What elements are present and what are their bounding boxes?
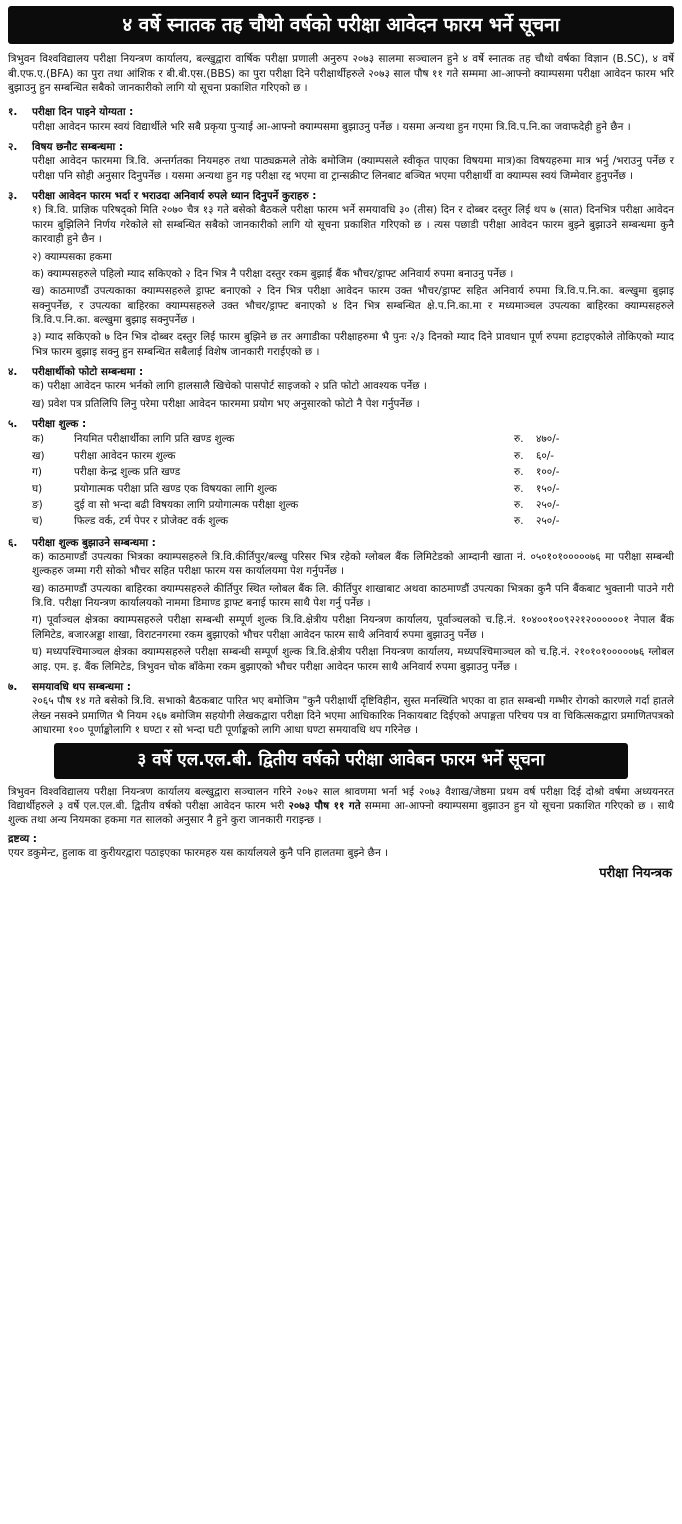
section-title: विषय छनौट सम्बन्धमा : — [32, 141, 123, 154]
section-form-filling-points — [8, 189, 674, 359]
section-title: परीक्षा दिन पाइने योग्यता : — [32, 106, 134, 119]
fee-row — [32, 497, 674, 513]
section-title: परीक्षा शुल्क बुझाउने सम्बन्धमा : — [32, 536, 156, 549]
fee-row — [32, 448, 674, 464]
section-photo — [8, 365, 674, 411]
fee-key: ग) — [32, 466, 42, 479]
section-paragraph: क) काठमाण्डौं उपत्यका भित्रका क्याम्पसहरुले त्रि.वि.कीर्तिपुर/बल्खु परिसर भित्र रहेको ग्लोबल बैंक लिमिटेडको आम्दानी खाता नं. ०५०१०१०००००७६ मा परीक्षा सम्बन्धी शुल्कहरु जम्मा गरी सोको भौचर सहित परीक्षा फारम यस कार्यालयमा पेश गर्नुपर्नेछ । — [32, 551, 674, 578]
section-paragraph: ३) म्याद सकिएको ७ दिन भित्र दोब्बर दस्तुर लिई फारम बुझिने छ तर अगाडीका परीक्षाहरुमा भै पुनः २/३ दिनको म्याद दिने प्रावधान पूर्ण रुपमा हटाइएकोले तोकिएको म्याद भित्र फारम बुझाइ सक्नु हुन सम्बन्धित सबैलाई विशेष जानकारी गराईएको छ । — [32, 331, 674, 358]
fee-amount: १००/- — [536, 466, 560, 479]
llb-intro-text-end: सम्ममा आ-आफ्नो क्याम्पसमा बुझाउन हुन यो सूचना प्रकाशित गरिएको छ । साथै शुल्क तथा अन्य नियमका हकमा गत सालको अनुसार नै हुने कुरा जानकारी गराइन्छ । — [8, 800, 674, 827]
section-title: परीक्षार्थीको फोटो सम्बन्धमा : — [32, 366, 144, 379]
fee-currency: रु. — [514, 498, 524, 511]
fee-key: च) — [32, 515, 43, 528]
fee-key: घ) — [32, 482, 43, 495]
section-paragraph: २) क्याम्पसका हकमा — [32, 250, 112, 263]
note-text: एयर डकुमेन्ट, हुलाक वा कुरीयरद्वारा पठाइएका फारमहरु यस कार्यालयले कुनै पनि हालतमा बुझ्ने छैन । — [8, 847, 388, 860]
fee-row — [32, 513, 674, 529]
fee-currency: रु. — [514, 482, 524, 495]
fee-row — [32, 431, 674, 447]
section-paragraph: परीक्षा आवेदन फारम स्वयं विद्यार्थीले भरि सबै प्रकृया पुऱ्याई आ-आफ्नो क्याम्पसमा बुझाउनु पर्नेछ । यसमा अन्यथा हुन गएमा त्रि.वि.प.नि.का जवाफदेही हुने छैन । — [32, 120, 631, 133]
fee-amount: १५०/- — [536, 482, 560, 495]
section-paragraph: ख) काठमाण्डौं उपत्यका बाहिरका क्याम्पसहरुले कीर्तिपुर स्थित ग्लोबल बैंक लि. कीर्तिपुर शाखाबाट अथवा काठमाण्डौं उपत्यका भित्रका कुनै पनि बैंकबाट भुक्तानी पाउने गरी त्रि.वि. परीक्षा नियन्त्रण कार्यालयको नाममा डिमाण्ड ड्राफ्ट बनाई फारम साथै पेश गर्नु पर्नेछ । — [32, 582, 674, 610]
section-number: १. — [8, 106, 18, 119]
section-title: परीक्षा शुल्क : — [32, 418, 87, 431]
fee-currency: रु. — [514, 466, 524, 479]
section-fee-payment — [8, 536, 674, 674]
section-paragraph: ख) काठमाण्डौं उपत्यकाका क्याम्पसहरुले ड्राफ्ट बनाएको २ दिन भित्र परीक्षा आवेदन फारम उक्त भौचर/ड्राफ्ट सहित अनिवार्य रुपमा त्रि.वि.प.नि.का. बल्खुमा बुझाइ सक्नुपर्नेछ, र उपत्यका बाहिरका क्याम्पसहरुले उक्त भौचर/ड्राफ्ट बनाएको ४ दिन भित्र सम्बन्धित क्षे.प.नि.का.मा र मध्यमाञ्चल उपत्यका बाहिरका क्याम्पसहरुले त्रि.वि.प.नि.का. बल्खुमा बुझाइ सक्नुपर्नेछ । — [32, 285, 674, 326]
llb-intro-text: त्रिभुवन विश्वविद्यालय परीक्षा नियन्त्रण कार्यालय बल्खुद्वारा सञ्चालन गरिने २०७२ साल श्रावणमा भर्ना भई २०७३ वैशाख/जेष्ठमा प्रथम वर्ष परीक्षा दिई दोश्रो वर्षमा अध्ययनरत विद्यार्थीहरुले ३ वर्षे एल.एल.बी. द्वितीय वर्षको परीक्षा आवेदन फारम भरी — [8, 785, 674, 813]
fee-amount: २५०/- — [536, 515, 560, 528]
fee-currency: रु. — [514, 449, 524, 462]
section-eligibility — [8, 105, 674, 134]
intro-paragraph: त्रिभुवन विश्वविद्यालय परीक्षा नियन्त्रण कार्यालय, बल्खुद्वारा वार्षिक परीक्षा प्रणाली अनुरुप २०७३ सालमा सञ्चालन हुने ४ वर्षे स्नातक तह चौथो वर्षका विज्ञान (B.SC), ४ वर्षे बी.एफ.ए.(BFA) का पुरा तथा आंशिक र बी.बी.एस.(BBS) का पुरा परीक्षा दिने परीक्षार्थीहरुले २०७३ साल पौष ११ गते सम्ममा आ-आफ्नो क्याम्पसमा परीक्षा आवेदन फारम भरि बुझाउनु हुन सम्बन्धित सबैको जानकारीको लागि यो सूचना प्रकाशित गरिएको छ । — [8, 53, 674, 94]
fee-row — [32, 481, 674, 497]
banner-top-title: ४ वर्षे स्नातक तह चौथो वर्षको परीक्षा आवेदन फारम भर्ने सूचना — [8, 6, 674, 44]
section-number: ६. — [8, 536, 18, 549]
llb-deadline: २०७३ पौष ११ गते — [288, 800, 361, 813]
fee-label: दुई वा सो भन्दा बढी विषयका लागि प्रयोगात्मक परीक्षा शुल्क — [74, 498, 299, 511]
section-paragraph: ख) प्रवेश पत्र प्रतिलिपि लिनु परेमा परीक्षा आवेदन फारममा प्रयोग भए अनुसारको फोटो नै पेश गर्नुपर्नेछ । — [32, 397, 420, 410]
section-number: ७. — [8, 680, 18, 693]
fee-label: नियमित परीक्षार्थीका लागि प्रति खण्ड शुल्क — [74, 433, 235, 446]
section-paragraph: परीक्षा आवेदन फारममा त्रि.वि. अन्तर्गतका नियमहरु तथा पाठ्यक्रमले तोके बमोजिम (क्याम्पसले स्वीकृत पाएका विषयमा मात्र)का विषयहरुमा मात्र भर्नु /भराउनु पर्नेछ र परीक्षा पनि सोही अनुसार दिनुपर्नेछ । यसमा अन्यथा हुन गइ परीक्षा रद्द भएमा वा ट्रान्सक्रीप्ट लिनबाट बञ्चित भएमा परीक्षार्थी वा क्याम्पस स्वयं जिम्मेवार हुनुपर्नेछ । — [32, 155, 674, 182]
llb-intro-paragraph — [8, 785, 674, 828]
section-number: ३. — [8, 190, 18, 203]
fee-currency: रु. — [514, 515, 524, 528]
section-paragraph: क) क्याम्पसहरुले पहिलो म्याद सकिएको २ दिन भित्र नै परीक्षा दस्तुर रकम बुझाई बैंक भौचर/ड्राफ्ट अनिवार्य रुपमा बनाउनु पर्नेछ । — [32, 267, 514, 280]
section-subject-selection — [8, 140, 674, 183]
fee-currency: रु. — [514, 433, 524, 446]
note-title: द्रष्टव्य : — [8, 832, 37, 845]
fee-amount: ४७०/- — [536, 433, 560, 446]
fee-label: प्रयोगात्मक परीक्षा प्रति खण्ड एक विषयका लागि शुल्क — [74, 482, 277, 495]
fee-key: ख) — [32, 449, 45, 462]
section-exam-fees — [8, 417, 674, 530]
fee-key: ङ) — [32, 498, 43, 511]
section-paragraph: १) त्रि.वि. प्राज्ञिक परिषद्को मिति २०७० चैत्र १३ गते बसेको बैठकले परीक्षा फारम भर्ने समयावधि ३० (तीस) दिन र दोब्बर दस्तुर लिई थप ७ (सात) दिनभित्र परीक्षा आवेदन फारम बुझिलिने निर्णय गरेकोले सो सम्बन्धित सबैको जानकारीको लागि यो सूचना प्रकाशित गरिएको छ । त्यस पछाडी परीक्षा आवेदन फारम बुझ्ने बुझाउने सम्बन्धमा कुनै कारवाही हुने छैन । — [32, 204, 674, 246]
fee-row — [32, 464, 674, 480]
fee-amount: ६०/- — [536, 449, 555, 462]
section-title: समयावधि थप सम्बन्धमा : — [32, 680, 131, 693]
banner-bottom-title: ३ वर्षे एल.एल.बी. द्वितीय वर्षको परीक्षा आवेबन फारम भर्ने सूचना — [54, 743, 628, 778]
section-number: ५. — [8, 418, 18, 431]
section-number: ४. — [8, 366, 18, 379]
fee-label: फिल्ड वर्क, टर्म पेपर र प्रोजेक्ट वर्क शुल्क — [74, 515, 229, 528]
section-paragraph: ग) पूर्वाञ्चल क्षेत्रका क्याम्पसहरुले परीक्षा सम्बन्धी सम्पूर्ण शुल्क त्रि.वि.क्षेत्रीय परीक्षा नियन्त्रण कार्यालय, पूर्वाञ्चलको च.हि.नं. १०४००१००९२२१२००००००१ नेपाल बैंक लिमिटेड, बजारअड्डा शाखा, विराटनगरमा रकम बुझाएको भौचर परीक्षा आवेदन फारम साथै अनिवार्य रुपमा बुझाउनु पर्नेछ । — [32, 614, 674, 641]
signature: परीक्षा नियन्त्रक — [599, 865, 672, 881]
section-paragraph: २०६५ पौष १४ गते बसेको त्रि.वि. सभाको बैठकबाट पारित भए बमोजिम "कुनै परीक्षार्थी दृष्टिविहीन, सुस्त मनस्थिति भएका वा हात सम्बन्धी गम्भीर रोगको कारणले गर्दा हातले लेख्न नसक्ने प्रमाणित भै नियम २६७ बमोजिम सहयोगी लेखकद्वारा परीक्षा दिने भएमा आधिकारिक निकायबाट दिईएको अपाङ्गता परिचय पत्र वा चिकित्सकद्वारा प्रमाणितपत्रको आधारमा १०० पूर्णाङ्कोलागि १ घण्टा र सो भन्दा घटी पूर्णाङ्कको लागि आधा घण्टा समयावधि थप गरिनेछ । — [32, 695, 674, 736]
section-title: परीक्षा आवेदन फारम भर्दा र भराउदा अनिवार्य रुपले ध्यान दिनुपर्ने कुराहरु : — [32, 190, 317, 203]
fee-amount: २५०/- — [536, 498, 560, 511]
fee-label: परीक्षा केन्द्र शुल्क प्रति खण्ड — [74, 466, 181, 479]
fee-label: परीक्षा आवेदन फारम शुल्क — [74, 449, 176, 462]
fee-key: क) — [32, 433, 45, 446]
section-paragraph: घ) मध्यपश्चिमाञ्चल क्षेत्रका क्याम्पसहरुले परीक्षा सम्बन्धी सम्पूर्ण शुल्क त्रि.वि.क्षेत्रीय परीक्षा नियन्त्रण कार्यालय, मध्यपश्चिमाञ्चल को च.हि.नं. २१०१०१०००००७६ ग्लोबल आइ. एम. इ. बैंक लिमिटेड, त्रिभुवन चोक बाँकेमा रकम बुझाएको भौचर परीक्षा आवेदन फारम साथै अनिवार्य रुपमा बुझाउनु पर्नेछ । — [32, 646, 674, 673]
section-time-extension — [8, 680, 674, 737]
section-number: २. — [8, 141, 18, 154]
section-paragraph: क) परीक्षा आवेदन फारम भर्नको लागि हालसालै खिचेको पासपोर्ट साइजको २ प्रति फोटो आवश्यक पर्नेछ । — [32, 380, 427, 393]
